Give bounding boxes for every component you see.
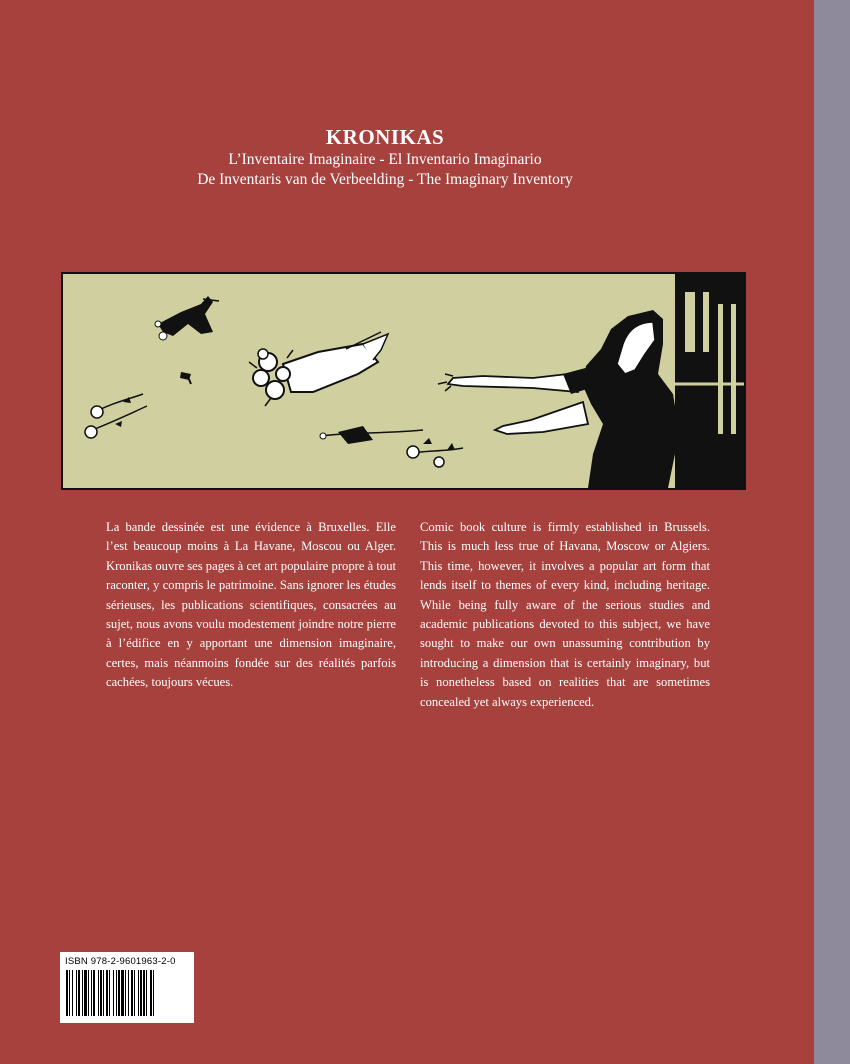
isbn-label: ISBN 978-2-9601963-2-0 xyxy=(65,956,176,967)
barcode-bar xyxy=(91,970,92,1016)
title-block xyxy=(0,124,770,190)
spine-strip xyxy=(814,0,850,1064)
comic-panel xyxy=(61,272,746,490)
subtitle-line-2: De Inventaris van de Verbeelding - The Imaginary Inventory xyxy=(197,171,573,188)
barcode-bar xyxy=(121,970,124,1016)
barcode-bar xyxy=(138,970,139,1016)
barcode-bar xyxy=(88,970,89,1016)
barcode-bar xyxy=(98,970,99,1016)
comic-panel-illustration-icon xyxy=(63,274,744,488)
barcode-bar xyxy=(66,970,68,1016)
book-title: KRONIKAS xyxy=(325,125,445,149)
barcode-icon xyxy=(65,970,189,1018)
barcode-bar xyxy=(103,970,104,1016)
barcode-bar xyxy=(100,970,102,1016)
barcode-bar xyxy=(84,970,87,1016)
barcode-bar xyxy=(116,970,117,1016)
blurb-french: La bande dessinée est une évidence à Bruxelles. Elle l’est beaucoup moins à La Havane, Moscou ou Alger. Kronikas ouvre ses pages à cet art populaire propre à tout raconter, y compris le patrimoine. Sans ignorer les études sérieuses, les publications scientifiques, consacrées au sujet, nous avons voulu modestement joindre notre pierre à l’édifice en y apportant une dimension imaginaire, certes, mais néanmoins fondée sur des réalités parfois cachées, toujours vécues. xyxy=(106,520,396,690)
barcode-bar xyxy=(140,970,142,1016)
barcode-bar xyxy=(69,970,70,1016)
barcode-bar xyxy=(153,970,154,1016)
subtitle-line-1: L’Inventaire Imaginaire - El Inventario Imaginario xyxy=(228,151,542,168)
barcode-bar xyxy=(143,970,145,1016)
barcode-bar xyxy=(134,970,135,1016)
barcode-bar xyxy=(113,970,114,1016)
barcode-bar xyxy=(128,970,129,1016)
blurb-english: Comic book culture is firmly established in Brussels. This is much less true of Havana, Moscow or Algiers. This time, however, it involves a popular art form that lends itself to themes of every kind, including heritage. While being fully aware of the serious studies and academic publications devoted to this subject, we have sought to make our own unassuming contribution by introducing a dimension that is certainly imaginary, but is nonetheless based on realities that are sometimes concealed yet always experienced. xyxy=(420,520,710,709)
barcode-bar xyxy=(72,970,73,1016)
barcode-bar xyxy=(106,970,108,1016)
barcode-bar xyxy=(78,970,80,1016)
barcode-bar xyxy=(93,970,95,1016)
barcode-bar xyxy=(131,970,133,1016)
barcode-bar xyxy=(109,970,110,1016)
barcode-bar xyxy=(82,970,83,1016)
barcode-bar xyxy=(146,970,147,1016)
barcode-bar xyxy=(76,970,77,1016)
isbn-barcode xyxy=(60,952,194,1023)
barcode-bar xyxy=(125,970,126,1016)
barcode-bar xyxy=(150,970,152,1016)
barcode-bar xyxy=(118,970,120,1016)
